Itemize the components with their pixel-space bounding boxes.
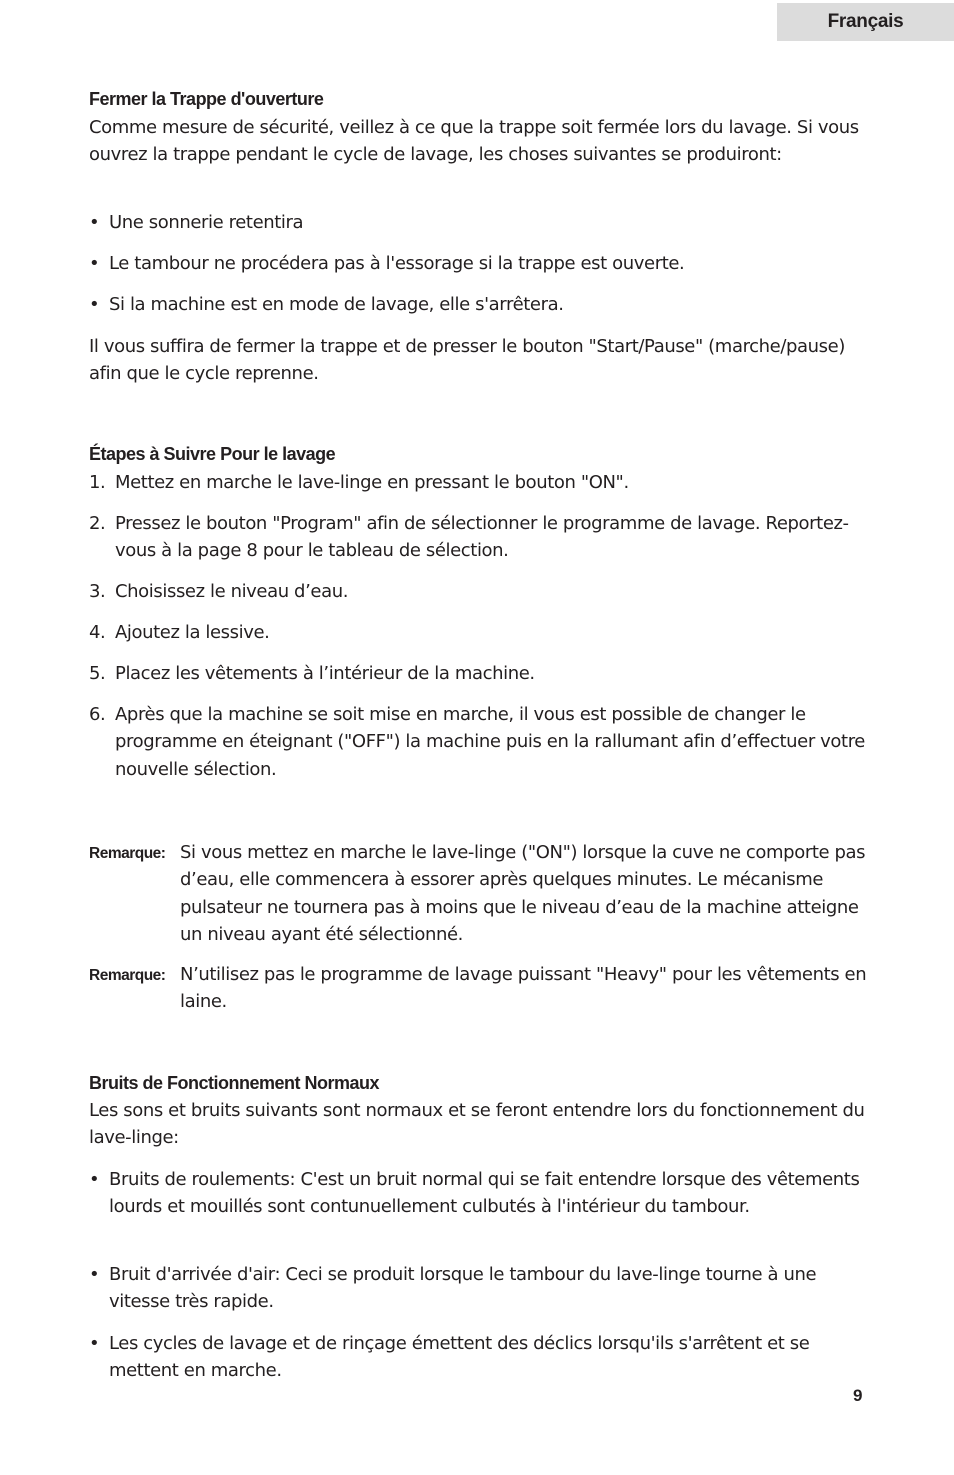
paragraph-door-intro: Comme mesure de sécurité, veillez à ce que la trappe soit fermée lors du lavage. Si vous ouvrez la trappe pendant le cycle de lavage, les choses suivantes se produiront: [89, 117, 859, 166]
list-item-text: Les cycles de lavage et de rinçage émettent des déclics lorsqu'ils s'arrêtent et se mettent en marche. [109, 1333, 810, 1382]
list-item [89, 291, 879, 318]
bullet-marker: • [89, 1333, 100, 1354]
list-item [89, 701, 879, 783]
language-tab: Français [777, 3, 954, 41]
step-text: Après que la machine se soit mise en marche, il vous est possible de changer le programme en éteignant ("OFF") la machine puis en la rallumant afin d’effectuer votre nouvelle sélection. [115, 704, 865, 780]
list-item-text: Bruit d'arrivée d'air: Ceci se produit lorsque le tambour du lave-linge tourne à une vitesse très rapide. [109, 1264, 817, 1313]
step-text: Mettez en marche le lave-linge en pressant le bouton "ON". [115, 472, 629, 493]
bullet-marker: • [89, 1169, 100, 1190]
step-text: Placez les vêtements à l’intérieur de la machine. [115, 663, 535, 684]
step-number: 6. [89, 704, 106, 725]
list-item [89, 469, 879, 496]
step-text: Choisissez le niveau d’eau. [115, 581, 349, 602]
section-heading-sounds: Bruits de Fonctionnement Normaux [89, 1073, 380, 1093]
step-number: 3. [89, 581, 106, 602]
paragraph-door-outro: Il vous suffira de fermer la trappe et de presser le bouton "Start/Pause" (marche/pause) afin que le cycle reprenne. [89, 336, 845, 385]
list-item-text: Le tambour ne procédera pas à l'essorage si la trappe est ouverte. [109, 253, 685, 274]
list-item-text: Une sonnerie retentira [109, 212, 304, 233]
step-number: 2. [89, 513, 106, 534]
step-text: Pressez le bouton "Program" afin de sélectionner le programme de lavage. Reportez-vous à la page 8 pour le tableau de sélection. [115, 513, 849, 562]
list-item-text: Bruits de roulements: C'est un bruit normal qui se fait entendre lorsque des vêtements lourds et mouillés sont contunuellement culbutés à l'intérieur du tambour. [109, 1169, 860, 1218]
step-number: 4. [89, 622, 106, 643]
bullet-marker: • [89, 212, 100, 233]
remark [89, 839, 879, 949]
bullet-marker: • [89, 1264, 100, 1285]
list-item [89, 1261, 879, 1316]
bullet-marker: • [89, 294, 100, 315]
remark-label: Remarque: [89, 967, 166, 984]
remark-label: Remarque: [89, 845, 166, 862]
section-heading-door: Fermer la Trappe d'ouverture [89, 89, 324, 109]
list-item-text: Si la machine est en mode de lavage, elle s'arrêtera. [109, 294, 564, 315]
step-number: 5. [89, 663, 106, 684]
paragraph-sounds-intro: Les sons et bruits suivants sont normaux et se feront entendre lors du fonctionnement du lave-linge: [89, 1100, 865, 1149]
list-item [89, 250, 879, 277]
list-item [89, 209, 879, 236]
step-number: 1. [89, 472, 106, 493]
step-text: Ajoutez la lessive. [115, 622, 270, 643]
bullet-marker: • [89, 253, 100, 274]
list-item [89, 578, 879, 605]
list-item [89, 660, 879, 687]
list-item [89, 1330, 879, 1385]
remark [89, 961, 879, 1016]
list-item [89, 510, 879, 565]
remark-text: N’utilisez pas le programme de lavage puissant "Heavy" pour les vêtements en laine. [180, 964, 867, 1013]
list-item [89, 1166, 879, 1221]
page-number: 9 [853, 1386, 863, 1405]
section-heading-steps: Étapes à Suivre Pour le lavage [89, 444, 336, 464]
remark-text: Si vous mettez en marche le lave-linge ("ON") lorsque la cuve ne comporte pas d’eau, elle commencera à essorer après quelques minutes. Le mécanisme pulsateur ne tournera pas à moins que le niveau d’eau de la machine atteigne un niveau ayant été sélectionné. [180, 842, 866, 946]
list-item [89, 619, 879, 646]
